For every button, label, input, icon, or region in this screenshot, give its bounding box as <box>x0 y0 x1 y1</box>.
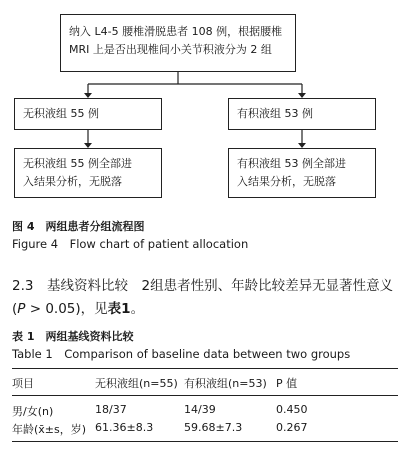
table-header-p-value: P 值 <box>276 377 298 390</box>
section-table-ref: 表1 <box>107 301 131 317</box>
table-header-effusion: 有积液组(n=53) <box>184 377 267 390</box>
flow-box-no-effusion-analysis <box>14 148 162 198</box>
flow-box-effusion-analysis <box>228 148 376 198</box>
table-row-sex-no-effusion: 18/37 <box>95 403 127 416</box>
flow-box-effusion <box>228 98 376 130</box>
flow-box-no-effusion-analysis-line2: 入结果分析，无脱落 <box>23 175 122 188</box>
table-row-sex-label: 男/女(n) <box>12 405 54 418</box>
table-caption-cn: 表 1 两组基线资料比较 <box>12 330 134 343</box>
flow-box-no-effusion-analysis-line1: 无积液组 55 例全部进 <box>23 157 132 170</box>
section-text-end: 。 <box>130 301 145 317</box>
flow-box-enrollment-line2: MRI 上是否出现椎间小关节积液分为 2 组 <box>69 43 272 56</box>
flow-box-no-effusion-label: 无积液组 55 例 <box>23 107 99 120</box>
table-caption-en: Table 1 Comparison of baseline data between two groups <box>12 347 351 361</box>
table-top-rule <box>12 368 398 369</box>
table-header-no-effusion: 无积液组(n=55) <box>95 377 178 390</box>
section-heading: 2.3 基线资料比较 <box>12 278 128 294</box>
section-text-p: P <box>17 301 26 317</box>
table-bottom-rule <box>12 441 398 442</box>
section-text-a: 2组患者性别、年龄比较差异无显著性意义( <box>12 278 394 317</box>
table-header-rule <box>12 395 398 396</box>
section-text-b: > 0.05)，见 <box>25 301 108 317</box>
table-header-item: 项目 <box>12 377 34 390</box>
section-baseline-comparison <box>12 275 396 321</box>
table-row-sex-p: 0.450 <box>276 403 308 416</box>
flow-box-effusion-analysis-line2: 入结果分析，无脱落 <box>237 175 336 188</box>
flow-box-enrollment-line1: 纳入 L4-5 腰椎滑脱患者 108 例，根据腰椎 <box>69 25 283 38</box>
table-row-age-effusion: 59.68±7.3 <box>184 421 243 434</box>
table-row-age-no-effusion: 61.36±8.3 <box>95 421 154 434</box>
figure-caption-cn: 图 4 两组患者分组流程图 <box>12 220 145 233</box>
flow-box-no-effusion <box>14 98 162 130</box>
flow-box-enrollment <box>60 14 296 72</box>
table-row-sex-effusion: 14/39 <box>184 403 216 416</box>
flow-box-effusion-label: 有积液组 53 例 <box>237 107 313 120</box>
figure-caption-en: Figure 4 Flow chart of patient allocation <box>12 237 249 251</box>
table-row-age-p: 0.267 <box>276 421 308 434</box>
table-row-age-label: 年龄(x̄±s，岁) <box>12 423 87 436</box>
flow-box-effusion-analysis-line1: 有积液组 53 例全部进 <box>237 157 346 170</box>
